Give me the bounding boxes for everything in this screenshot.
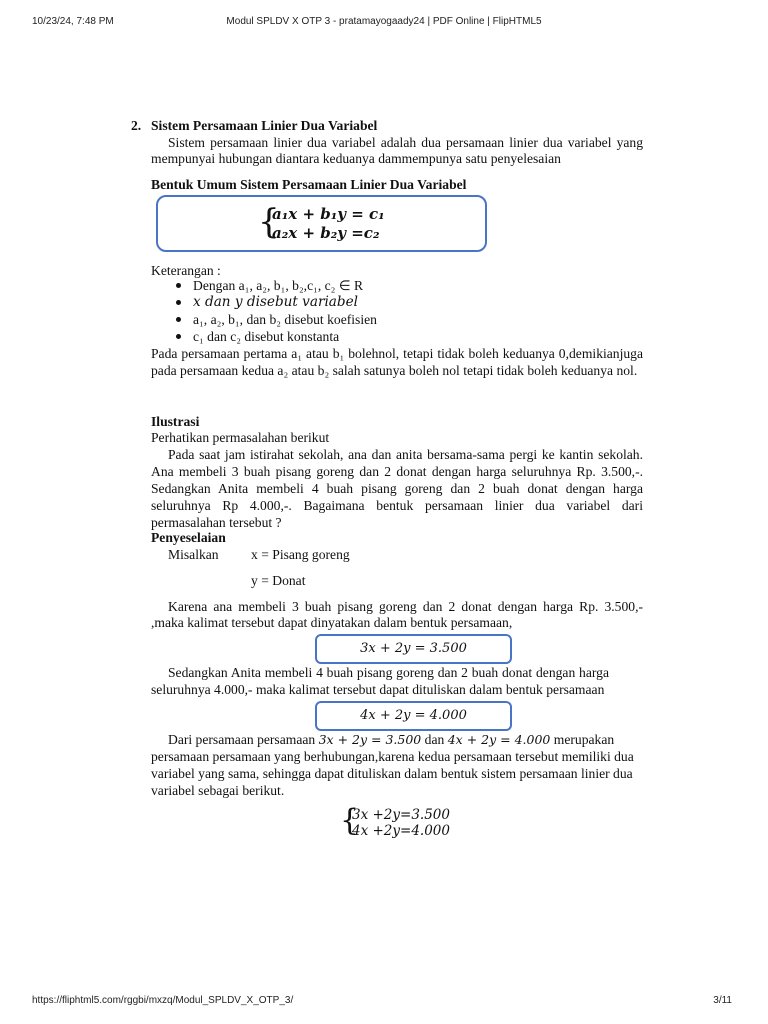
bullet-dot xyxy=(176,334,181,339)
print-datetime: 10/23/24, 7:48 PM xyxy=(32,16,114,27)
notes-bullet1: Dengan a₁, a₂, b₁, b₂,c₁, c₂ ∈ R xyxy=(193,278,364,293)
solution-p2-line1: Sedangkan Anita membeli 4 buah pisang goreng dan 2 buah donat dengan harga xyxy=(168,665,609,680)
notes-bullet2: x dan y disebut variabel xyxy=(193,294,359,310)
solution-p3-line2: persamaan persamaan yang berhubungan,karena kedua persamaan tersebut memiliki dua xyxy=(151,749,634,764)
notes-para-line2: pada persamaan kedua a₂ atau b₂ salah satunya boleh nol tetapi tidak boleh keduanya nol. xyxy=(151,363,638,378)
system-eq2: 4x +2y=4.000 xyxy=(352,823,450,839)
solution-p1-line2: ,maka kalimat tersebut dapat dinyatakan dalam bentuk persamaan, xyxy=(151,615,513,630)
equation-b: 4x + 2y = 4.000 xyxy=(360,708,467,723)
p3-text-a: Dari persamaan persamaan xyxy=(168,732,316,747)
solution-p1-line1: Karena ana membeli 3 buah pisang goreng dan 2 donat dengan harga Rp. 3.500,- xyxy=(168,599,643,614)
p3-eq2: 4x + 2y = 4.000 xyxy=(447,732,551,747)
illustration-subheading: Perhatikan permasalahan berikut xyxy=(151,430,330,445)
general-form-eq2: a₂x + b₂y =c₂ xyxy=(272,224,380,242)
illustration-line3: Sedangkan Anita membeli 4 buah pisang goreng dan 2 buah donat dengan harga xyxy=(151,481,643,496)
section-intro-line2: mempunyai hubungan diantara keduanya dammempunya satu penyelesaian xyxy=(151,151,561,166)
illustration-line4: seluruhnya Rp 4.000,-. Bagaimana bentuk persamaan linier dua variabel dari xyxy=(151,498,643,513)
section-number: 2. xyxy=(131,118,142,133)
section-intro-line1: Sistem persamaan linier dua variabel adalah dua persamaan linier dua variabel yang xyxy=(168,135,643,150)
print-page-counter: 3/11 xyxy=(713,995,732,1006)
notes-para-line1: Pada persamaan pertama a₁ atau b₁ bolehnol, tetapi tidak boleh keduanya 0,demikianjuga xyxy=(151,346,643,361)
general-form-eq1: a₁x + b₁y = c₁ xyxy=(272,205,385,223)
bullet-dot xyxy=(176,283,181,288)
general-form-brace: { xyxy=(258,202,280,242)
solution-p2-line2: seluruhnya 4.000,- maka kalimat tersebut dapat dituliskan dalam bentuk persamaan xyxy=(151,682,605,697)
print-url: https://fliphtml5.com/rggbi/mxzq/Modul_SPLDV_X_OTP_3/ xyxy=(32,995,294,1006)
bullet-dot xyxy=(176,317,181,322)
print-page-title: Modul SPLDV X OTP 3 - pratamayogaady24 | PDF Online | FlipHTML5 xyxy=(226,16,542,27)
notes-bullet3: a₁, a₂, b₁, dan b₂ disebut koefisien xyxy=(193,312,377,327)
p3-text-b: merupakan xyxy=(553,732,615,747)
solution-heading: Penyeselaian xyxy=(151,530,226,545)
bullet-dot xyxy=(176,300,181,305)
solution-let-x: x = Pisang goreng xyxy=(251,547,350,562)
general-form-heading: Bentuk Umum Sistem Persamaan Linier Dua Variabel xyxy=(151,177,467,192)
notes-bullet4: c₁ dan c₂ disebut konstanta xyxy=(193,329,340,344)
system-brace: { xyxy=(340,803,360,838)
solution-let-y: y = Donat xyxy=(251,573,306,588)
notes-label: Keterangan : xyxy=(151,263,221,278)
equation-a: 3x + 2y = 3.500 xyxy=(360,641,467,656)
solution-p3-line3: variabel yang sama, sehingga dapat dituliskan dalam bentuk sistem persamaan linier dua xyxy=(151,766,633,781)
p3-dan: dan xyxy=(424,732,445,747)
illustration-heading: Ilustrasi xyxy=(151,414,200,429)
illustration-line2: Ana membeli 3 buah pisang goreng dan 2 donat dengan harga seluruhnya Rp. 3.500,-. xyxy=(151,464,643,479)
illustration-line5: permasalahan tersebut ? xyxy=(151,515,282,530)
solution-p3-line4: variabel sebagai berikut. xyxy=(151,783,285,798)
p3-eq1: 3x + 2y = 3.500 xyxy=(318,732,422,747)
solution-p3-line1 xyxy=(168,731,614,748)
illustration-line1: Pada saat jam istirahat sekolah, ana dan anita bersama-sama pergi ke kantin sekolah. xyxy=(168,447,643,462)
solution-let-label: Misalkan xyxy=(168,547,219,562)
section-title: Sistem Persamaan Linier Dua Variabel xyxy=(151,118,378,133)
system-eq1: 3x +2y=3.500 xyxy=(352,807,450,823)
